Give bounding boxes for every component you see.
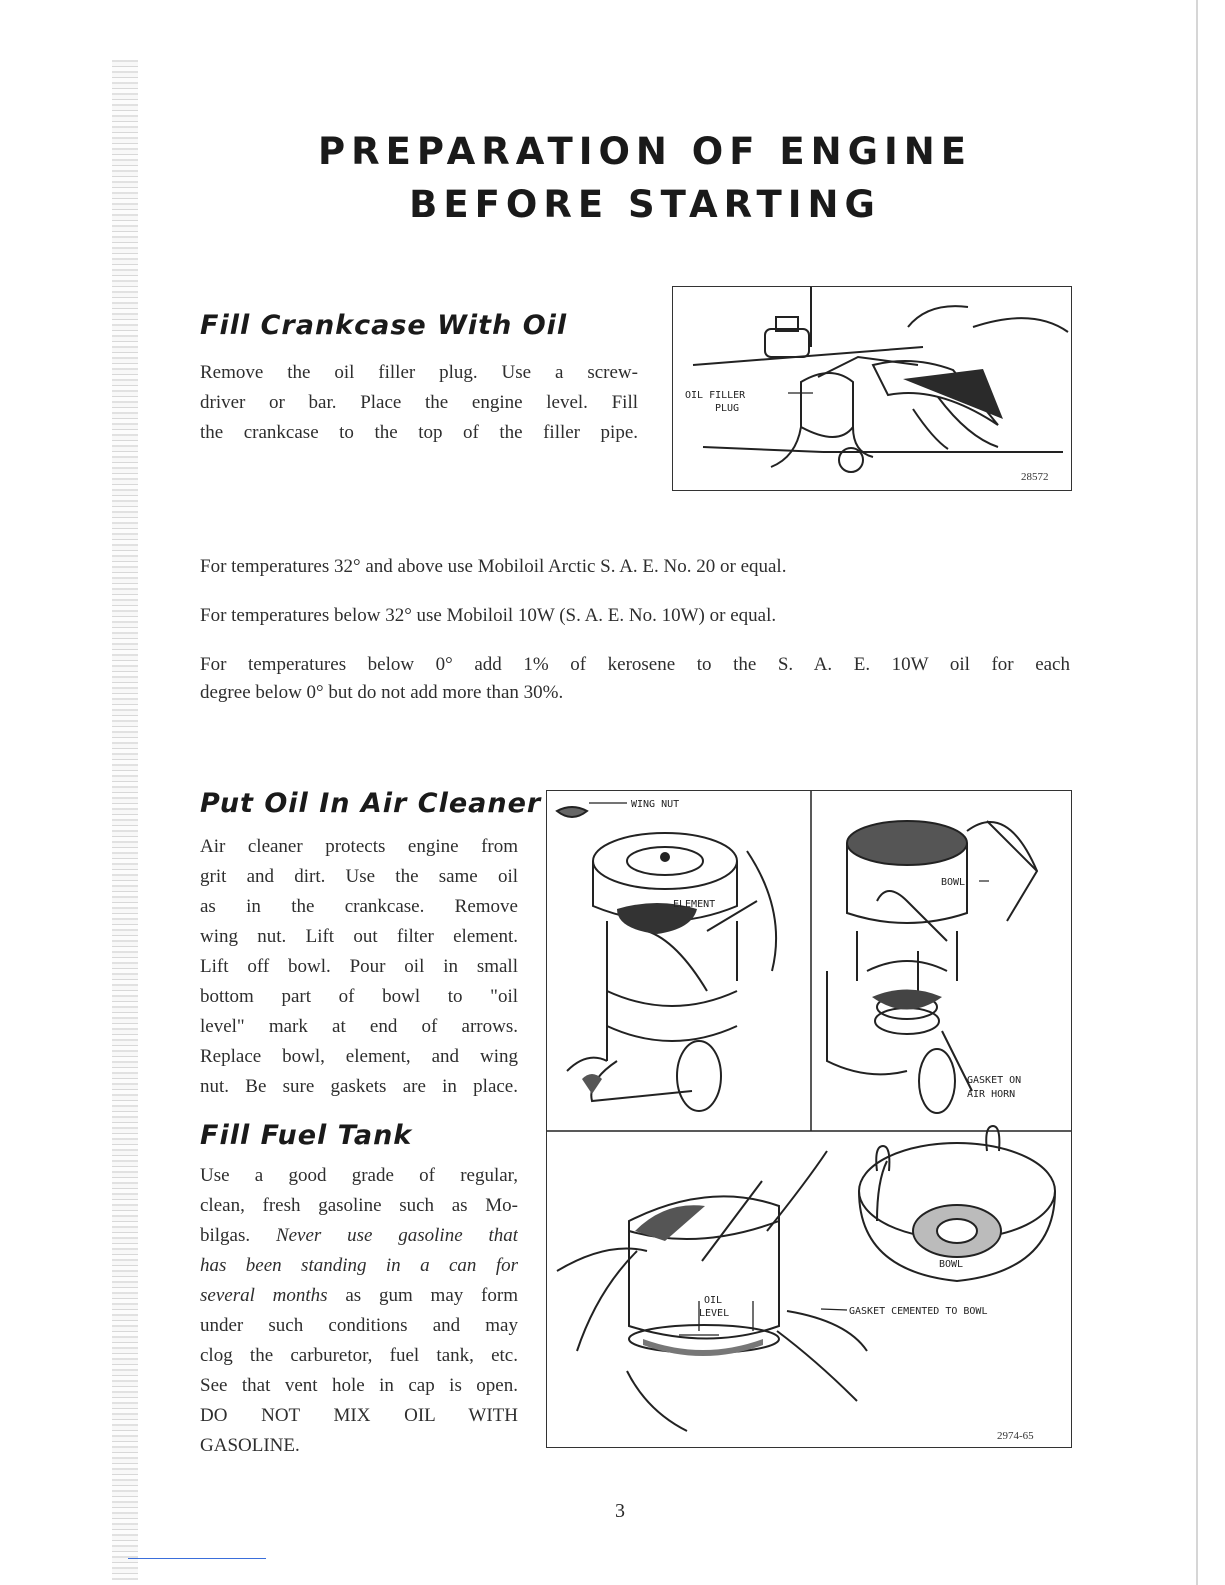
oil-level-label: OIL	[704, 1295, 723, 1306]
air-cleaner-line: wing nut. Lift out filter element.	[200, 926, 518, 947]
air-cleaner-illustration	[546, 790, 1072, 1448]
oil-filler-label: OIL FILLER	[685, 390, 746, 401]
fuel-tank-line: GASOLINE.	[200, 1435, 300, 1456]
oil-filler-label-plug: PLUG	[715, 403, 740, 414]
fuel-tank-warning-text: several months	[200, 1285, 328, 1306]
air-cleaner-drawing	[547, 791, 1071, 1447]
fuel-tank-line: under such conditions and may	[200, 1315, 518, 1336]
gasket-air-horn-label: GASKET ON	[967, 1075, 1022, 1086]
figure-number: 28572	[1021, 471, 1049, 483]
page-number: 3	[615, 1500, 625, 1522]
air-cleaner-line: Air cleaner protects engine from	[200, 836, 518, 857]
gasket-cemented-label: GASKET CEMENTED TO BOWL	[849, 1306, 988, 1317]
bowl-label-top: BOWL	[941, 877, 966, 888]
air-cleaner-line: Lift off bowl. Pour oil in small	[200, 956, 518, 977]
bottom-underline	[128, 1558, 266, 1559]
oil-spec-line-part: For temperatures below 0° add 1% of kerosene to the S. A. E. 10W oil for each	[200, 654, 1070, 675]
page-binding-edge	[112, 60, 138, 1580]
figure-number: 2974-65	[997, 1430, 1034, 1442]
fuel-tank-line: Use a good grade of regular,	[200, 1165, 518, 1186]
crankcase-line: the crankcase to the top of the filler pipe.	[200, 422, 638, 443]
page-edge	[1196, 0, 1198, 1585]
air-cleaner-line: nut. Be sure gaskets are in place.	[200, 1076, 518, 1097]
oil-filler-plug-illustration	[672, 286, 1072, 491]
element-label: ELEMENT	[673, 899, 716, 910]
air-cleaner-line: grit and dirt. Use the same oil	[200, 866, 518, 887]
gasket-air-horn-label-2: AIR HORN	[967, 1089, 1016, 1100]
crankcase-heading: Fill Crankcase With Oil	[200, 310, 568, 341]
fuel-tank-line: See that vent hole in cap is open.	[200, 1375, 518, 1396]
wing-nut-label: WING NUT	[631, 799, 680, 810]
bowl-label-bottom: BOWL	[939, 1259, 964, 1270]
fuel-tank-text: as gum may form	[345, 1285, 518, 1306]
air-cleaner-line: Replace bowl, element, and wing	[200, 1046, 518, 1067]
oil-spec-line	[200, 654, 1070, 676]
fuel-tank-warning-text: Never use gasoline that	[275, 1225, 518, 1246]
air-cleaner-heading: Put Oil In Air Cleaner	[200, 788, 542, 819]
air-cleaner-paragraph	[200, 832, 518, 1102]
crankcase-paragraph	[200, 358, 638, 448]
fuel-tank-line: clean, fresh gasoline such as Mo-	[200, 1195, 518, 1216]
fuel-tank-line: DO NOT MIX OIL WITH	[200, 1405, 518, 1426]
fuel-tank-paragraph	[200, 1161, 518, 1461]
page-title: PREPARATION OF ENGINE	[317, 130, 973, 173]
oil-spec-line: degree below 0° but do not add more than 30%.	[200, 682, 564, 703]
air-cleaner-line: as in the crankcase. Remove	[200, 896, 518, 917]
crankcase-line: Remove the oil filler plug. Use a screw-	[200, 362, 638, 383]
fuel-tank-line	[200, 1281, 518, 1311]
oil-level-label-2: LEVEL	[699, 1308, 730, 1319]
page-subtitle: BEFORE STARTING	[409, 183, 881, 226]
oil-spec-line: For temperatures below 32° use Mobiloil 10W (S. A. E. No. 10W) or equal.	[200, 605, 777, 626]
oil-filler-plug-drawing	[673, 287, 1071, 490]
fuel-tank-line	[200, 1221, 518, 1251]
fuel-tank-heading: Fill Fuel Tank	[200, 1120, 413, 1151]
crankcase-line: driver or bar. Place the engine level. Fill	[200, 392, 638, 413]
fuel-tank-warning-line: has been standing in a can for	[200, 1255, 518, 1276]
fuel-tank-line: clog the carburetor, fuel tank, etc.	[200, 1345, 518, 1366]
air-cleaner-line: bottom part of bowl to "oil	[200, 986, 518, 1007]
fuel-tank-text: bilgas.	[200, 1225, 251, 1246]
air-cleaner-line: level" mark at end of arrows.	[200, 1016, 518, 1037]
oil-spec-line: For temperatures 32° and above use Mobiloil Arctic S. A. E. No. 20 or equal.	[200, 556, 787, 577]
